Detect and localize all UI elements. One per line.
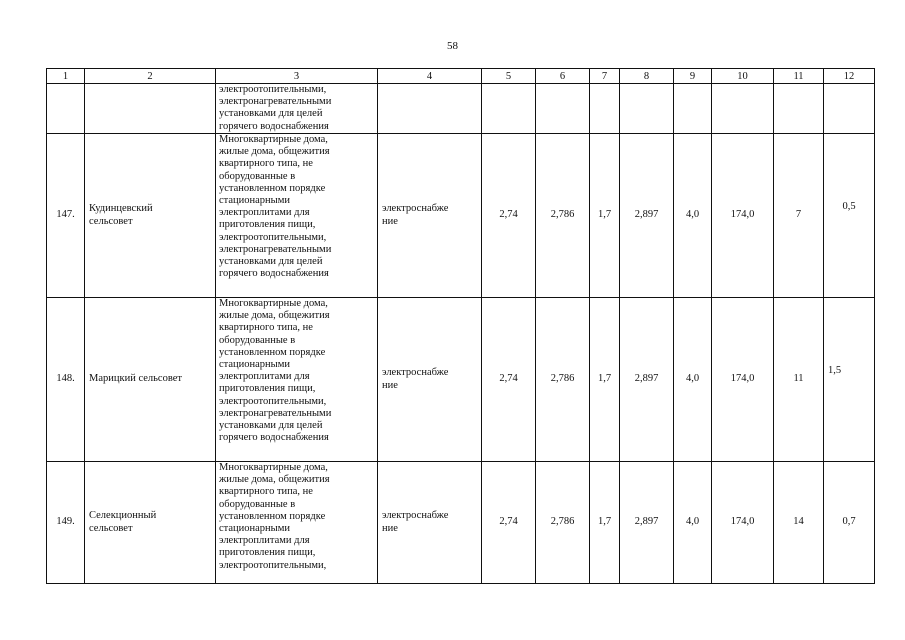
- cell-col7: [590, 84, 620, 134]
- row-number: 149.: [47, 462, 85, 584]
- cell-col5: 2,74: [482, 462, 536, 584]
- column-header: 6: [536, 69, 590, 84]
- cell-col12: 0,7: [824, 462, 875, 584]
- cell-col6: [536, 84, 590, 134]
- cell-col8: [620, 84, 674, 134]
- cell-col11: 11: [774, 298, 824, 462]
- cell-col10: 174,0: [712, 462, 774, 584]
- table-row: [47, 298, 875, 462]
- consumer-category: Многоквартирные дома, жилые дома, общежития квартирного типа, не оборудованные в установленном порядке стационарными электроплитами для приготовления пищи, электроотопительными,: [216, 462, 378, 584]
- column-header: 10: [712, 69, 774, 84]
- cell-col8: 2,897: [620, 134, 674, 298]
- cell-col11: [774, 84, 824, 134]
- column-number-header-row: [47, 69, 875, 84]
- service-type: электроснабже ние: [378, 298, 482, 462]
- settlement-name: Кудинцевский сельсовет: [85, 134, 216, 298]
- cell-col11: 7: [774, 134, 824, 298]
- cell-col10: [712, 84, 774, 134]
- row-number: 148.: [47, 298, 85, 462]
- consumer-category: Многоквартирные дома, жилые дома, общежития квартирного типа, не оборудованные в установленном порядке стационарными электроплитами для приготовления пищи, электроотопительными, электронагревательными установками для целей горячего водоснабжения: [216, 134, 378, 298]
- settlement-name: [85, 84, 216, 134]
- column-header: 3: [216, 69, 378, 84]
- settlement-name: Селекционный сельсовет: [85, 462, 216, 584]
- cell-col12: 1,5: [824, 298, 875, 462]
- cell-col6: 2,786: [536, 298, 590, 462]
- column-header: 12: [824, 69, 875, 84]
- column-header: 7: [590, 69, 620, 84]
- cell-col9: 4,0: [674, 298, 712, 462]
- cell-col7: 1,7: [590, 462, 620, 584]
- tariff-table: [46, 68, 875, 584]
- table-row: [47, 462, 875, 584]
- cell-col9: 4,0: [674, 134, 712, 298]
- cell-col8: 2,897: [620, 462, 674, 584]
- cell-col12: 0,5: [824, 134, 875, 298]
- cell-col10: 174,0: [712, 134, 774, 298]
- row-number: 147.: [47, 134, 85, 298]
- service-type: электроснабже ние: [378, 462, 482, 584]
- column-header: 4: [378, 69, 482, 84]
- column-header: 9: [674, 69, 712, 84]
- page-number: 58: [447, 40, 458, 52]
- cell-col6: 2,786: [536, 462, 590, 584]
- row-number: [47, 84, 85, 134]
- table-row: [47, 134, 875, 298]
- cell-col7: 1,7: [590, 298, 620, 462]
- cell-col9: 4,0: [674, 462, 712, 584]
- table-row: [47, 84, 875, 134]
- cell-col9: [674, 84, 712, 134]
- cell-col5: 2,74: [482, 134, 536, 298]
- service-type: [378, 84, 482, 134]
- cell-col5: 2,74: [482, 298, 536, 462]
- consumer-category: Многоквартирные дома, жилые дома, общежития квартирного типа, не оборудованные в установленном порядке стационарными электроплитами для приготовления пищи, электроотопительными, электронагревательными установками для целей горячего водоснабжения: [216, 298, 378, 462]
- settlement-name: Марицкий сельсовет: [85, 298, 216, 462]
- column-header: 5: [482, 69, 536, 84]
- service-type: электроснабже ние: [378, 134, 482, 298]
- column-header: 11: [774, 69, 824, 84]
- cell-col5: [482, 84, 536, 134]
- cell-col8: 2,897: [620, 298, 674, 462]
- column-header: 8: [620, 69, 674, 84]
- cell-col7: 1,7: [590, 134, 620, 298]
- consumer-category: электроотопительными, электронагревательными установками для целей горячего водоснабжения: [216, 84, 378, 134]
- column-header: 2: [85, 69, 216, 84]
- cell-col11: 14: [774, 462, 824, 584]
- column-header: 1: [47, 69, 85, 84]
- cell-col6: 2,786: [536, 134, 590, 298]
- cell-col12: [824, 84, 875, 134]
- cell-col10: 174,0: [712, 298, 774, 462]
